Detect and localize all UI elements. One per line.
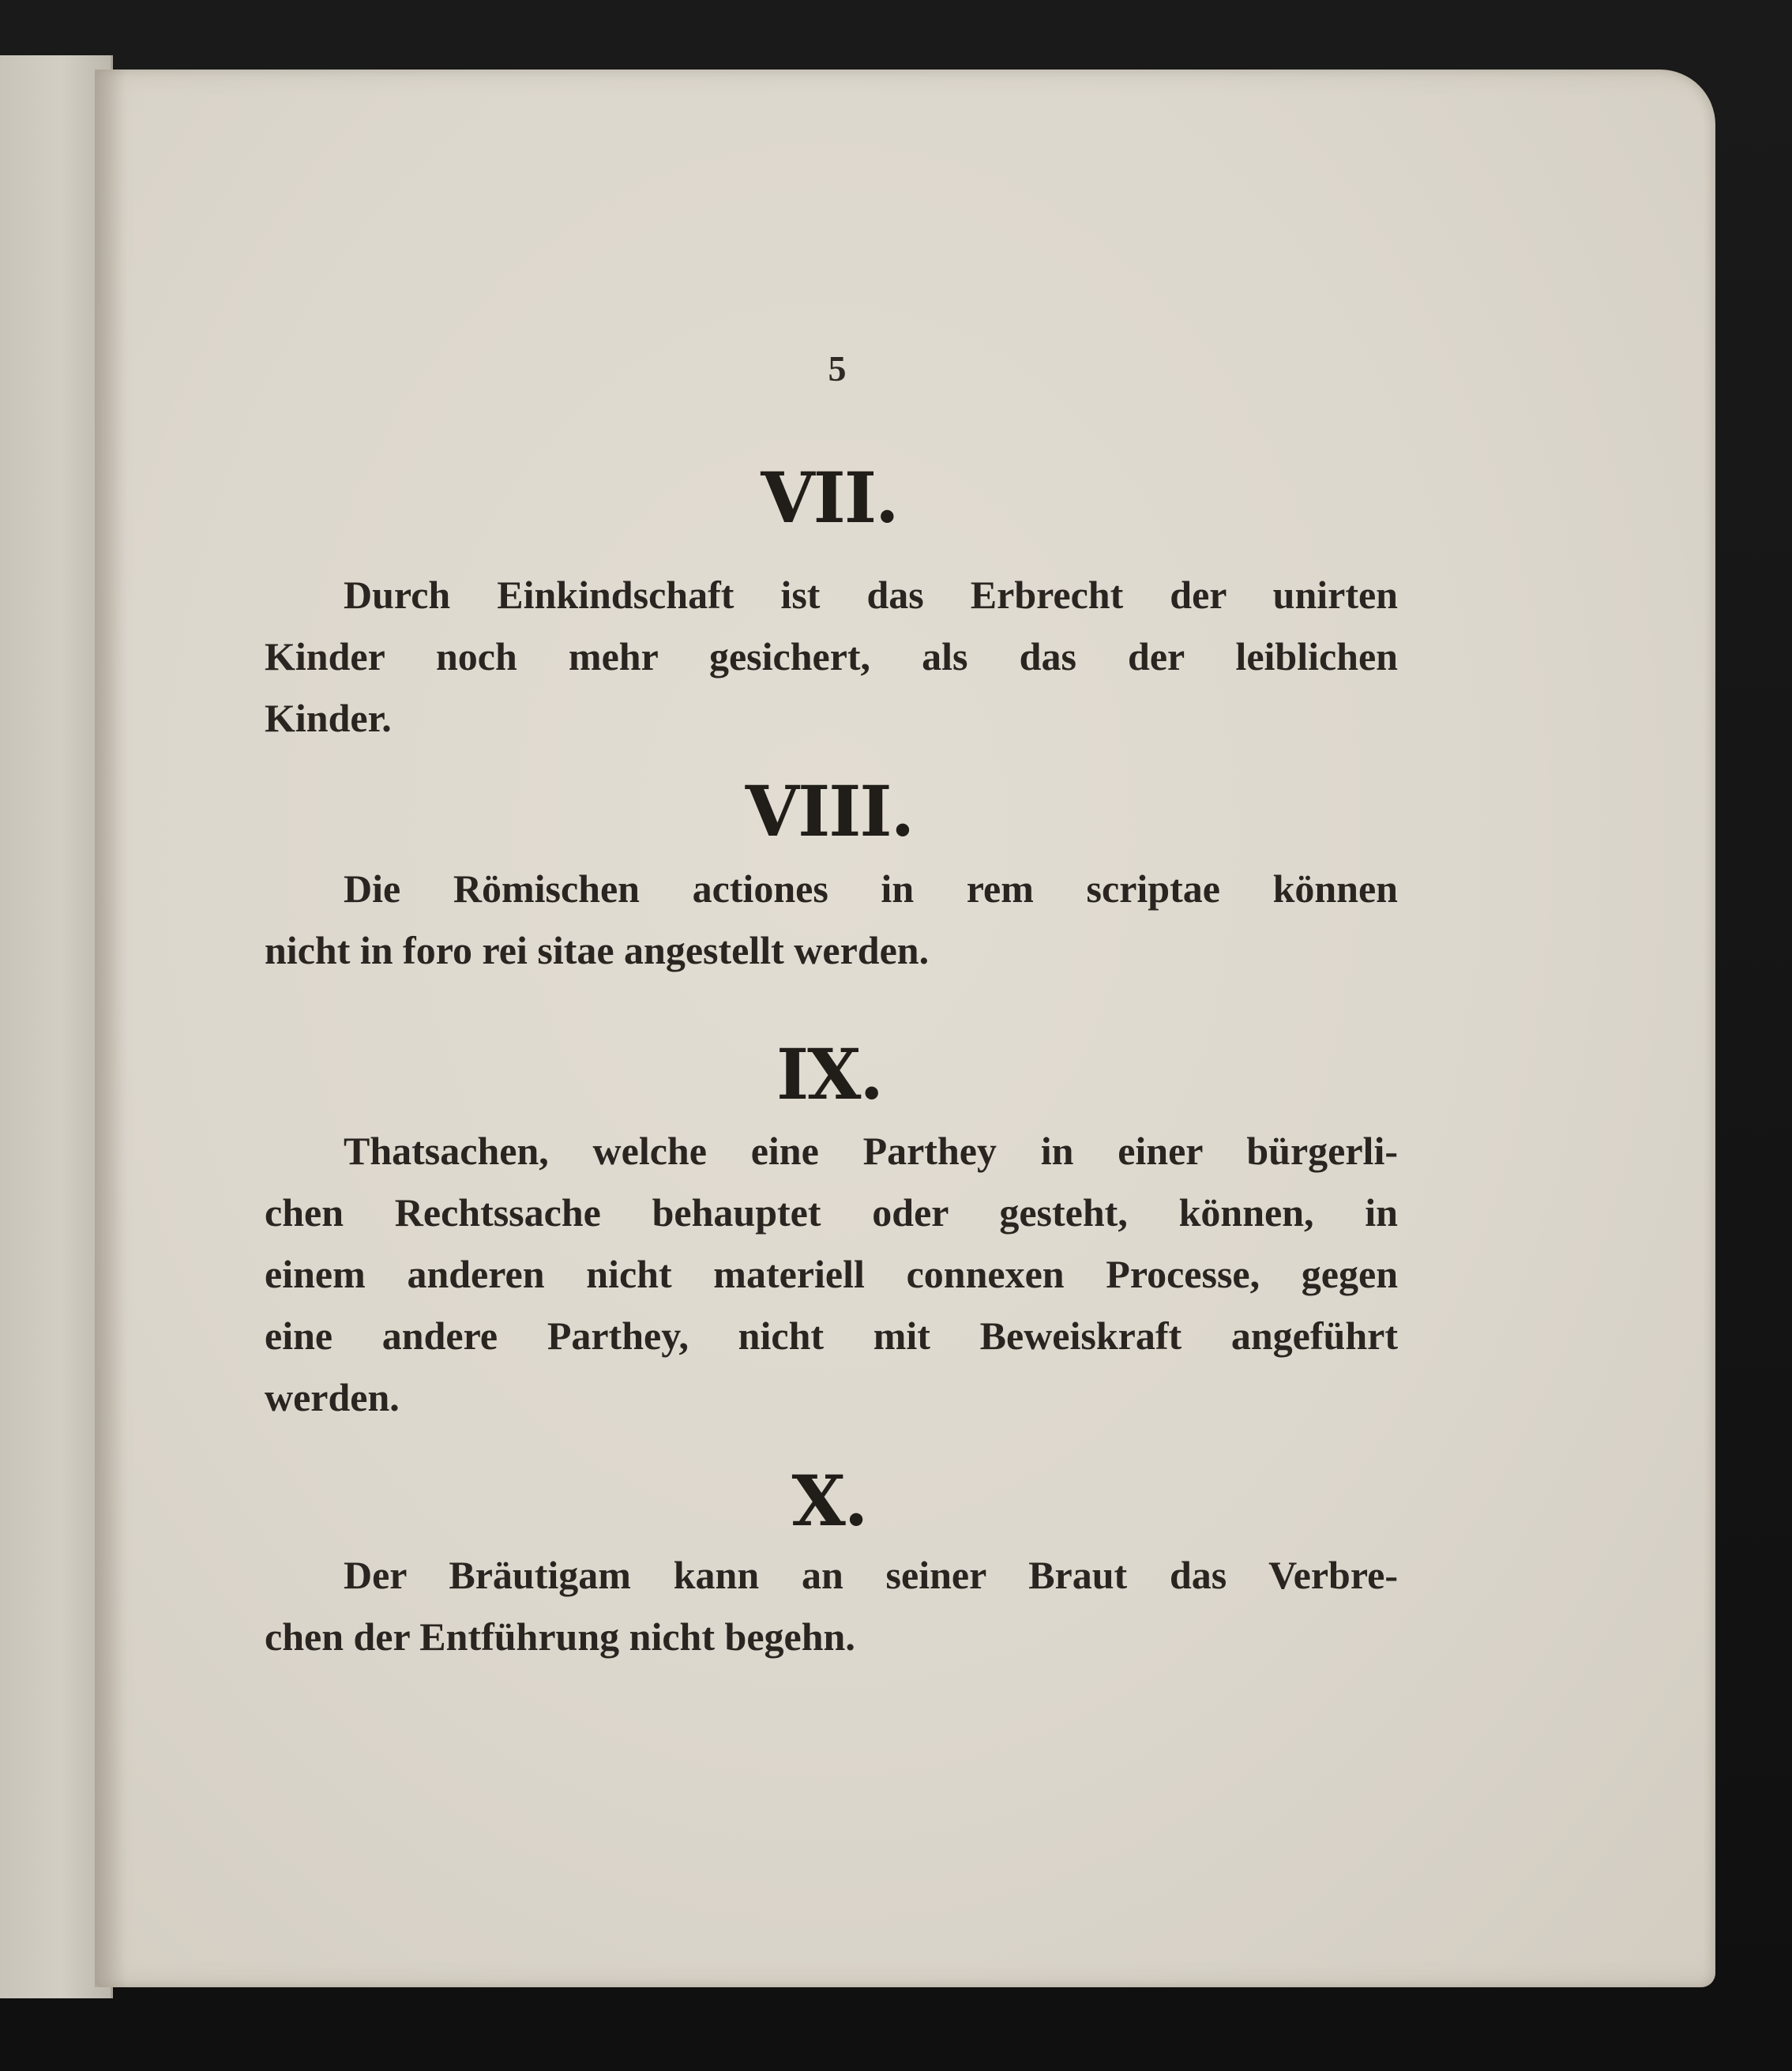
section-heading-vii: VII. bbox=[761, 457, 898, 539]
section-heading-ix: IX. bbox=[776, 1033, 883, 1115]
book-page bbox=[95, 70, 1715, 1987]
section-paragraph-ix bbox=[265, 1120, 1398, 1428]
page-gutter-shadow bbox=[95, 70, 126, 1987]
paragraph-line: nicht in foro rei sitae angestellt werden. bbox=[265, 928, 930, 972]
paragraph-line: eine andere Parthey, nicht mit Beweiskraft angeführt bbox=[265, 1314, 1398, 1358]
section-paragraph-viii bbox=[265, 858, 1398, 981]
paragraph-line: werden. bbox=[265, 1375, 400, 1419]
paragraph-line: Durch Einkindschaft ist das Erbrecht der unirten bbox=[344, 573, 1398, 617]
section-heading-viii: VIII. bbox=[745, 770, 914, 852]
paragraph-line: einem anderen nicht materiell connexen Processe, gegen bbox=[265, 1252, 1398, 1296]
paragraph-line: Kinder. bbox=[265, 696, 392, 740]
section-paragraph-x bbox=[265, 1544, 1398, 1667]
paragraph-line: Der Bräutigam kann an seiner Braut das Verbre- bbox=[344, 1553, 1398, 1597]
paragraph-line: Die Römischen actiones in rem scriptae können bbox=[344, 866, 1398, 911]
paragraph-line: chen Rechtssache behauptet oder gesteht, können, in bbox=[265, 1190, 1398, 1235]
paragraph-line: Thatsachen, welche eine Parthey in einer bürgerli- bbox=[344, 1129, 1398, 1173]
section-heading-x: X. bbox=[791, 1460, 867, 1542]
page-number: 5 bbox=[828, 348, 847, 389]
paragraph-line: chen der Entführung nicht begehn. bbox=[265, 1614, 855, 1659]
section-paragraph-vii bbox=[265, 564, 1398, 749]
paragraph-line: Kinder noch mehr gesichert, als das der leiblichen bbox=[265, 634, 1398, 678]
